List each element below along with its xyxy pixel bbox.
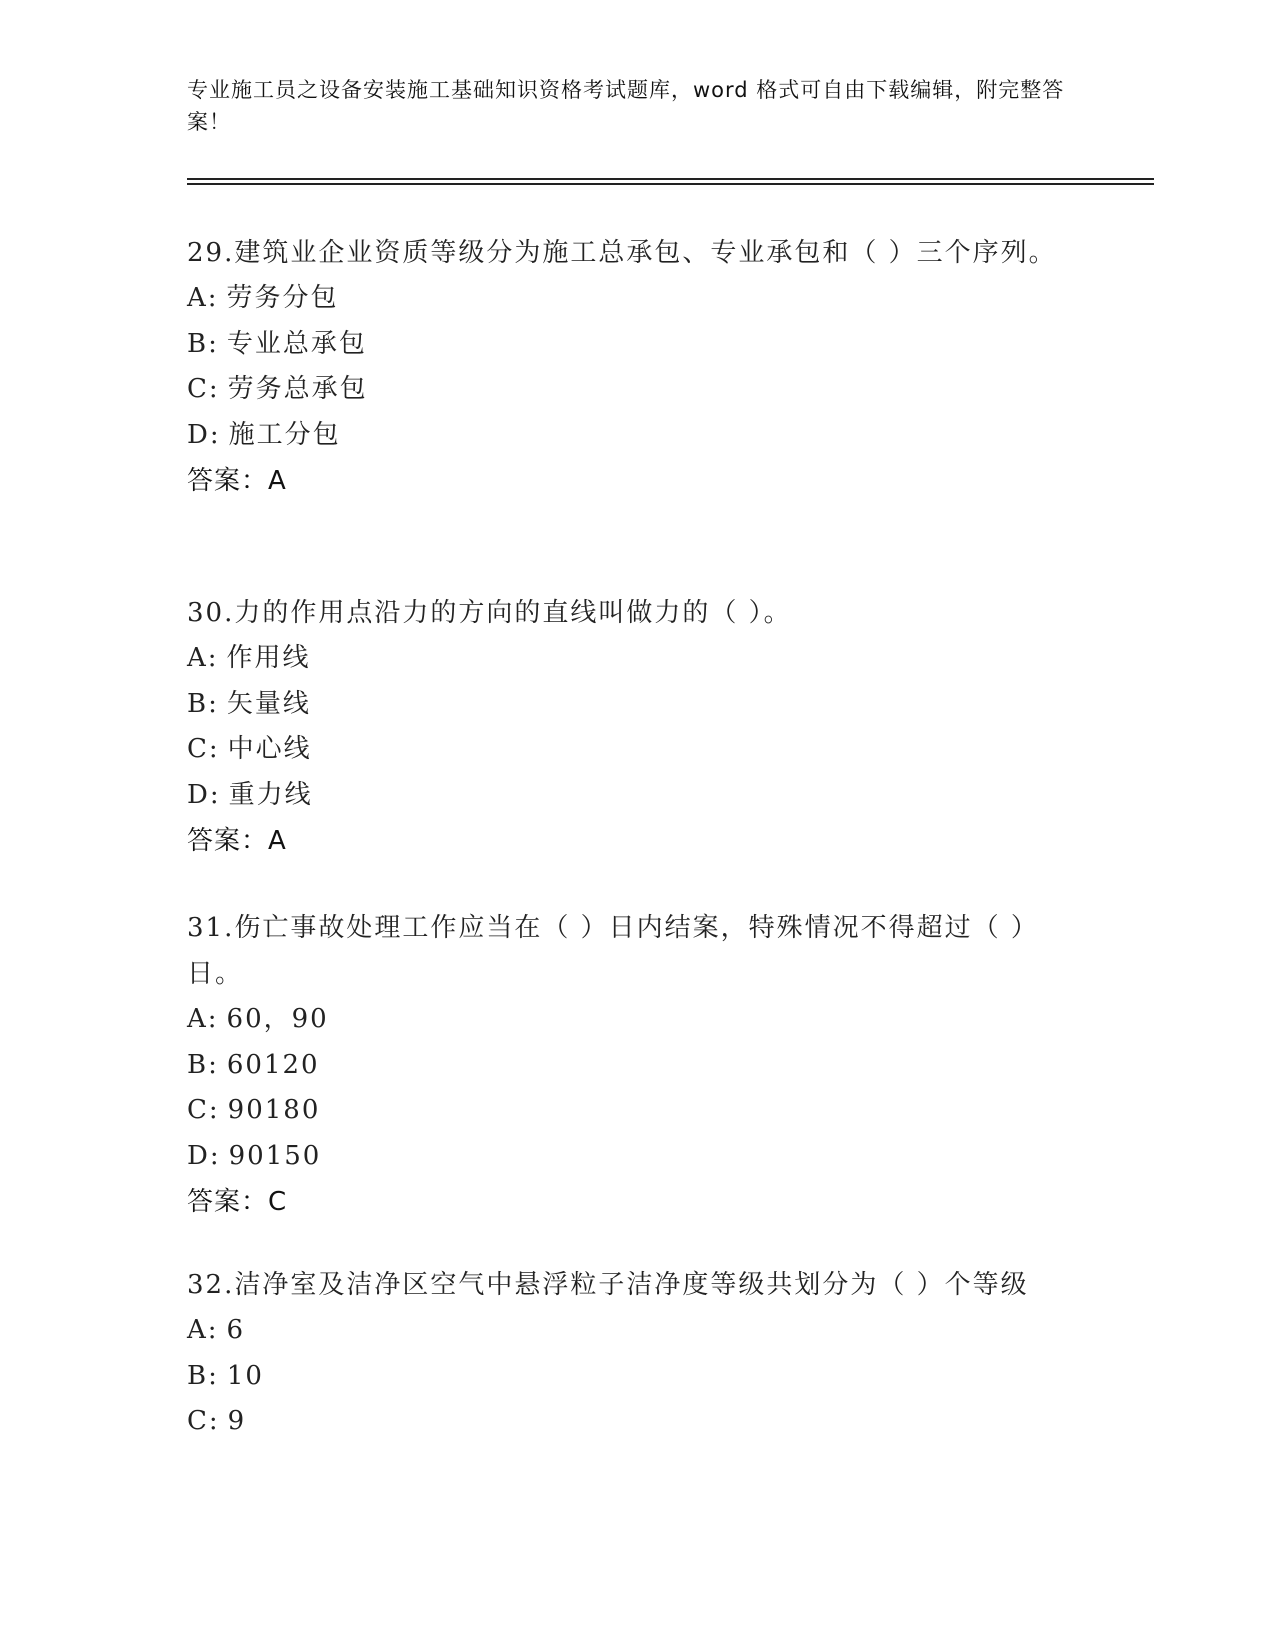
option-c: C: 劳务总承包: [187, 374, 368, 404]
option-a: A: 6: [187, 1315, 246, 1345]
question-stem: 30.力的作用点沿力的方向的直线叫做力的（ ）。: [187, 598, 792, 628]
header-divider-bottom: [187, 183, 1154, 185]
question-stem: 31.伤亡事故处理工作应当在（ ）日内结案，特殊情况不得超过（ ）日。: [187, 913, 1039, 989]
answer: 答案：A: [187, 466, 287, 496]
option-a: A: 60，90: [187, 1004, 329, 1034]
question-30: [187, 590, 1067, 864]
option-d: D: 施工分包: [187, 419, 341, 450]
question-stem: 32.洁净室及洁净区空气中悬浮粒子洁净度等级共划分为（ ）个等级: [187, 1270, 1029, 1300]
option-c: C: 中心线: [187, 734, 312, 764]
option-b: B: 10: [187, 1360, 264, 1391]
question-stem: 29.建筑业企业资质等级分为施工总承包、专业承包和（ ）三个序列。: [187, 238, 1057, 268]
option-c: C: 90180: [187, 1095, 321, 1125]
option-a: A: 劳务分包: [187, 283, 339, 313]
option-d: D: 重力线: [187, 779, 313, 810]
option-c: C: 9: [187, 1406, 247, 1436]
option-d: D: 90150: [187, 1140, 322, 1171]
question-31: [187, 905, 1067, 1225]
header-divider-top: [187, 178, 1154, 180]
option-b: B: 矢量线: [187, 688, 311, 719]
option-b: B: 专业总承包: [187, 328, 367, 359]
document-header: 专业施工员之设备安装施工基础知识资格考试题库，word 格式可自由下载编辑，附完整答案！: [187, 78, 1065, 134]
question-32: [187, 1262, 1067, 1445]
option-b: B: 60120: [187, 1049, 320, 1080]
answer: 答案：A: [187, 826, 287, 856]
answer: 答案：C: [187, 1187, 288, 1217]
option-a: A: 作用线: [187, 643, 311, 673]
question-29: [187, 230, 1067, 504]
